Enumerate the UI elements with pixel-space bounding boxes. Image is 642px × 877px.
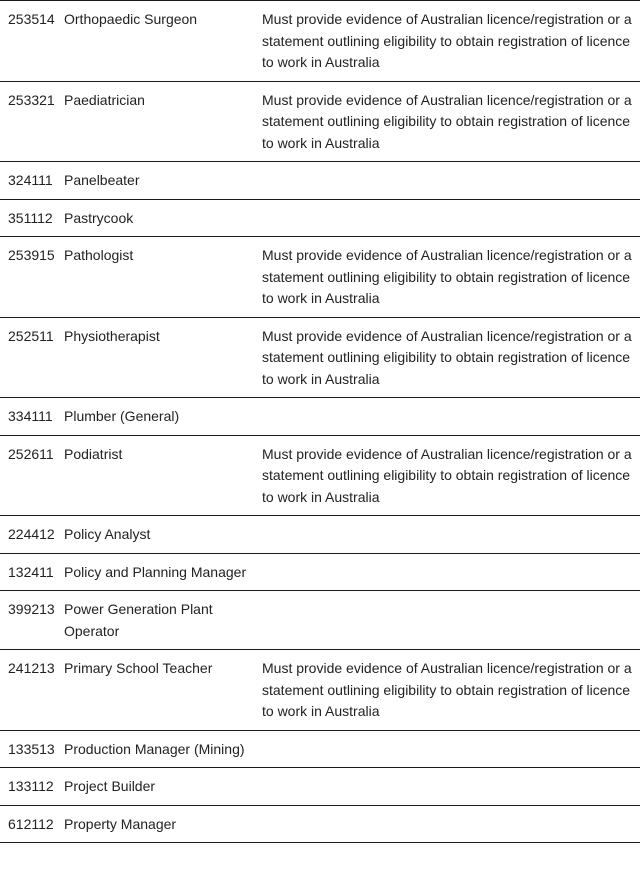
occupation-title: Panelbeater <box>64 172 140 188</box>
occupation-title: Power Generation Plant Operator <box>64 601 213 639</box>
table-row <box>0 1 640 82</box>
occupation-code: 224412 <box>8 526 55 542</box>
occupation-title: Property Manager <box>64 815 177 832</box>
table-row <box>0 317 640 398</box>
occupation-requirement <box>255 805 640 843</box>
occupation-title: Primary School Teacher <box>64 660 213 676</box>
table-row <box>0 398 640 436</box>
occupation-title: Pastrycook <box>64 209 134 226</box>
occupation-requirement: Must provide evidence of Australian licence/registration or a statement outlining eligibility to obtain registration of licence to work in Australia <box>262 445 632 505</box>
table-row <box>0 730 640 768</box>
occupation-title: Physiotherapist <box>64 327 160 344</box>
table-row <box>0 805 640 843</box>
table-row <box>0 591 640 650</box>
occupation-requirement <box>255 768 640 806</box>
occupation-title: Policy and Planning Manager <box>64 563 247 580</box>
occupation-code: 253514 <box>8 11 55 27</box>
occupation-requirement <box>255 516 640 554</box>
table-row <box>0 81 640 162</box>
occupation-requirement <box>255 398 640 436</box>
occupation-requirement: Must provide evidence of Australian licence/registration or a statement outlining eligibility to obtain registration of licence to work in Australia <box>262 11 632 70</box>
occupation-requirement: Must provide evidence of Australian licence/registration or a statement outlining eligibility to obtain registration of licence to work in Australia <box>262 327 632 387</box>
occupation-code: 241213 <box>8 660 55 676</box>
occupation-title: Policy Analyst <box>64 526 151 542</box>
occupation-code: 334111 <box>8 408 53 424</box>
occupation-requirement <box>255 553 640 591</box>
table-row <box>0 162 640 200</box>
occupation-code: 133112 <box>8 778 54 794</box>
table-row <box>0 650 640 731</box>
occupation-code: 324111 <box>8 172 53 188</box>
table-row <box>0 553 640 591</box>
occupation-requirement <box>255 591 640 650</box>
table-row <box>0 516 640 554</box>
occupation-title: Orthopaedic Surgeon <box>64 11 198 27</box>
table-row <box>0 237 640 318</box>
table-row <box>0 199 640 237</box>
occupation-requirement: Must provide evidence of Australian licence/registration or a statement outlining eligibility to obtain registration of licence to work in Australia <box>262 660 632 719</box>
occupation-title: Project Builder <box>64 778 156 794</box>
occupation-code: 132411 <box>8 563 54 580</box>
occupation-title: Podiatrist <box>64 445 123 462</box>
occupation-code: 253915 <box>8 247 55 263</box>
occupation-title: Pathologist <box>64 247 134 263</box>
occupation-code: 252511 <box>8 327 54 344</box>
occupation-code: 133513 <box>8 740 55 757</box>
occupation-requirement <box>255 730 640 768</box>
occupation-code: 351112 <box>8 209 53 226</box>
occupation-requirement: Must provide evidence of Australian licence/registration or a statement outlining eligibility to obtain registration of licence to work in Australia <box>262 91 632 151</box>
occupation-code: 252611 <box>8 445 54 462</box>
occupation-requirement: Must provide evidence of Australian licence/registration or a statement outlining eligibility to obtain registration of licence to work in Australia <box>262 247 632 306</box>
table-row <box>0 768 640 806</box>
occupation-title: Plumber (General) <box>64 408 180 424</box>
occupation-code: 612112 <box>8 815 54 832</box>
occupation-code: 253321 <box>8 91 55 108</box>
occupation-code: 399213 <box>8 601 55 617</box>
table-row <box>0 435 640 516</box>
occupation-title: Paediatrician <box>64 91 145 108</box>
occupation-requirement <box>255 199 640 237</box>
occupation-requirement <box>255 162 640 200</box>
occupation-title: Production Manager (Mining) <box>64 740 245 757</box>
